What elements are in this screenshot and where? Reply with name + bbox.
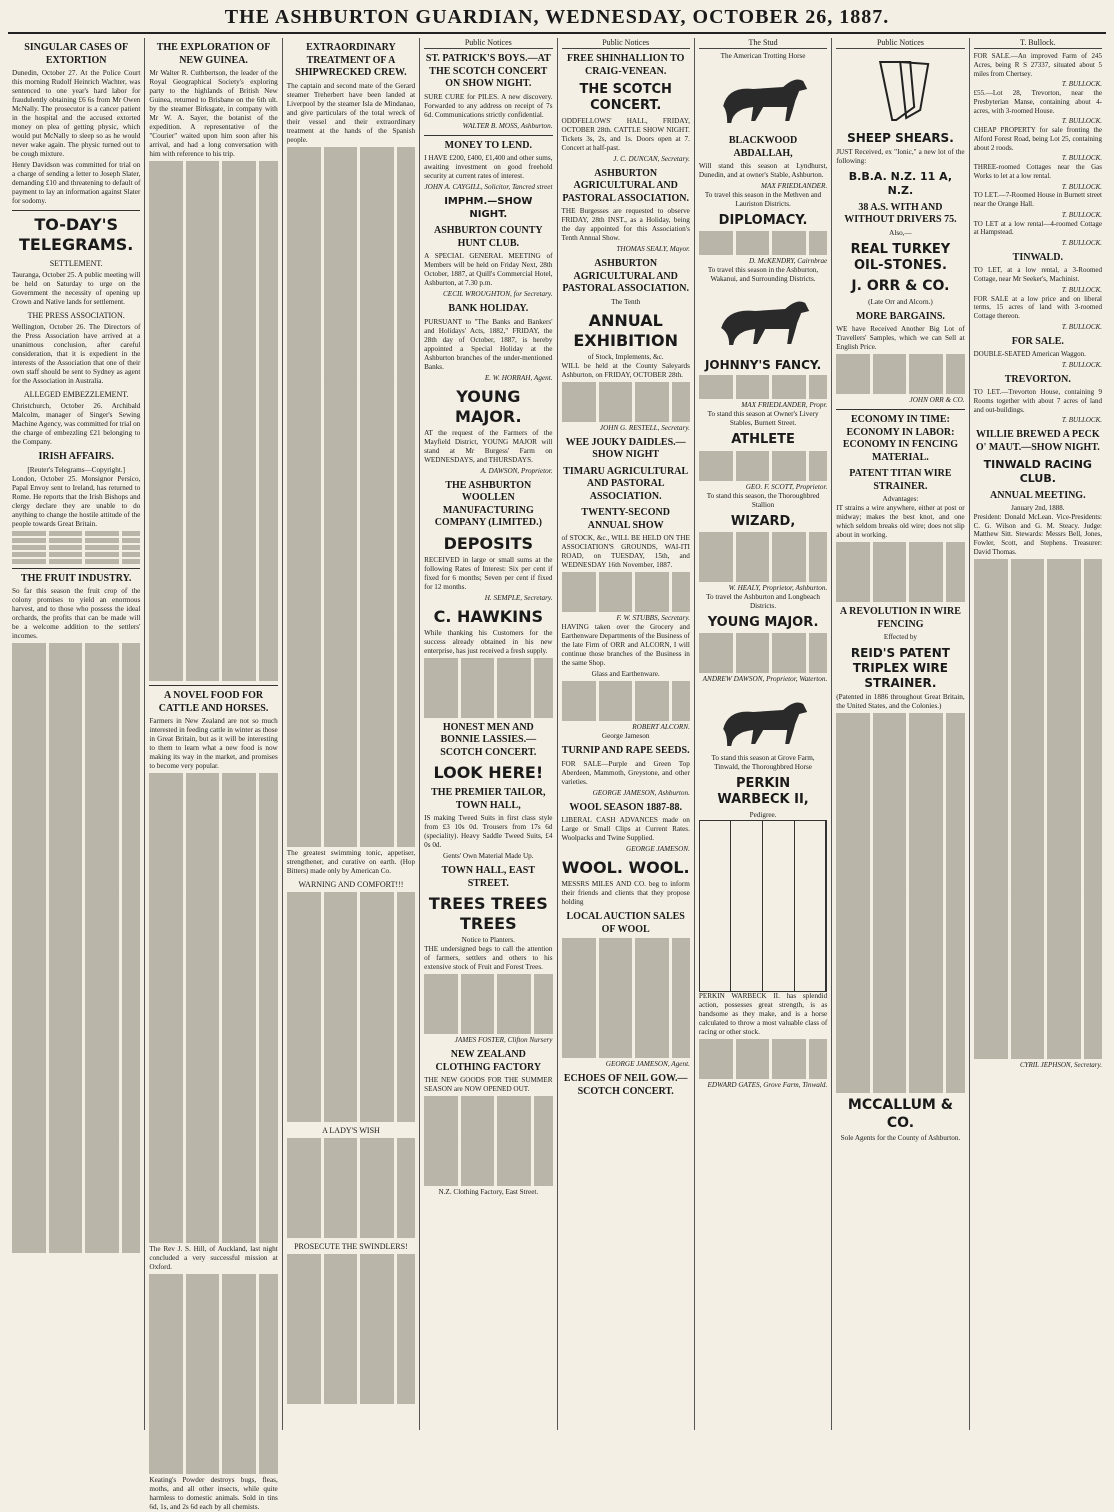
ad-trees-sign: JAMES FOSTER, Clifton Nursery: [454, 1036, 553, 1044]
text-lines: [424, 974, 552, 1034]
ad-heading-willie: WILLIE BREWED A PECK O' MAUT.—SHOW NIGHT.: [975, 429, 1100, 453]
ad-alcorn-sign: ROBERT ALCORN.: [632, 723, 690, 731]
ad-heading-woollen: THE ASHBURTON WOOLLEN MANUFACTURING COMPANY (LIMITED.): [434, 479, 542, 528]
ad-tailor-sub: Gents' Own Material Made Up.: [443, 852, 534, 860]
column-6: [695, 38, 832, 1430]
pedigree-table: [699, 820, 827, 992]
ad-wool-sign: GEORGE JAMESON, Agent.: [605, 1060, 690, 1068]
ad-agri-1: THE Burgesses are requested to observe FRIDAY, 28th INST., as a Holiday, being the day appointed for this Association's Tenth Annual Show.: [561, 207, 690, 242]
text-lines: [699, 231, 827, 255]
article-press: Wellington, October 26. The Directors of the Press Association have arrived at a unanimous conclusion, after careful consideration, that it is expedient in the interests of the Association that one of their own staff should be sent to Sydney as agent for the Association in Australia.: [12, 323, 141, 385]
ad-heading-deposits: DEPOSITS: [443, 533, 534, 553]
subheading-settlement: SETTLEMENT.: [49, 259, 103, 268]
ad-timaru-sign: F. W. STUBBS, Secretary.: [616, 614, 690, 622]
ad-heading-look-here: LOOK HERE!: [433, 763, 544, 782]
stud-4-pre: To stand this season at Owner's Livery Stables, Burnett Street.: [707, 410, 819, 428]
text-lines: [12, 545, 140, 550]
ad-racing-date: January 2nd, 1888.: [1011, 504, 1065, 512]
divider: [149, 685, 277, 686]
text-lines: [836, 354, 964, 394]
ad-clothing-sign: N.Z. Clothing Factory, East Street.: [438, 1188, 539, 1196]
ad-heading-tinwald: TINWALD.: [1012, 251, 1063, 263]
ad-bullock-3-sign: T. BULLOCK.: [1061, 154, 1102, 163]
subheading-embezzlement: ALLEGED EMBEZZLEMENT.: [23, 390, 129, 399]
article-rev-hill: The Rev J. S. Hill, of Auckland, last night concluded a very successful mission at Oxford.: [149, 1245, 278, 1271]
ad-bullock-6: TO LET at a low rental—4-roomed Cottage at Hampstead.: [973, 219, 1102, 237]
ad-heading-honest-men: HONEST MEN AND BONNIE LASSIES.—SCOTCH CONCERT.: [440, 721, 537, 758]
ad-turnip: FOR SALE—Purple and Green Top Aberdeen, Mammoth, Greystone, and other varieties.: [561, 759, 690, 786]
pedigree-col: [795, 821, 827, 991]
column-3: [283, 38, 420, 1430]
ad-piles-sign: WALTER B. MOSS, Ashburton.: [462, 121, 553, 130]
article-irish: London, October 25. Monsignor Persico, Papal Envoy sent to Ireland, has returned to Rome. He reports that the Irish Bishops and clergy declare they are unable to do anything to change the hostile attitude of the people towards Great Britain.: [12, 474, 141, 528]
subheading-press: THE PRESS ASSOCIATION.: [27, 311, 125, 320]
ad-young-major-sign: A. DAWSON, Proprietor.: [480, 466, 553, 475]
heading-fruit: THE FRUIT INDUSTRY.: [20, 572, 132, 584]
ad-heading-trevorton: TREVORTON.: [1004, 373, 1071, 385]
ad-deposits-sign: H. SEMPLE, Secretary.: [484, 593, 553, 602]
ad-agri-2: WILL be held at the County Saleyards Ashburton, on FRIDAY, OCTOBER 28th.: [561, 361, 690, 379]
ad-young-major: AT the request of the Farmers of the Mayfield District, YOUNG MAJOR will stand at Mr Burgess' Farm on WEDNESDAYS, and THURSDAYS.: [424, 428, 553, 464]
ad-racing-club: President: Donald McLean. Vice-Presidents: C. G. Wilson and G. M. Steacy. Judge: Matthew Sitt. Stewards: Messrs Bell, Jones, Fowler, Scott, and Stephens. Treasurer: David Thomas.: [973, 512, 1102, 556]
horse-illustration: [699, 684, 827, 754]
ad-clothing: THE NEW GOODS FOR THE SUMMER SEASON are NOW OPENED OUT.: [424, 1076, 553, 1093]
ad-heading-reids: REID'S PATENT TRIPLEX WIRE STRAINER.: [850, 646, 950, 690]
ad-scotch-concert: ODDFELLOWS' HALL, FRIDAY, OCTOBER 28th. CATTLE SHOW NIGHT. Tickets 3s, 2s, and 1s. Doors open at 7. Concert at half-past.: [561, 116, 690, 152]
ad-advantages: Advantages:: [882, 495, 919, 503]
text-lines: [699, 1039, 827, 1079]
masthead: [8, 6, 1106, 34]
ad-alcorn: HAVING taken over the Grocery and Earthenware Departments of the Business of the late Firm of ORR and ALCORN, I will continue those branches of the Business in the same Shop.: [561, 623, 690, 667]
ad-heading-bank-holiday: BANK HOLIDAY.: [448, 303, 529, 314]
ad-bullock-2: £55.—Lot 28, Trevorton, near the Presbyterian Manse, containing about 4-acres, with 3-roomed House.: [973, 89, 1102, 115]
ad-heading-oil-stones: REAL TURKEY OIL-STONES.: [850, 241, 951, 273]
ad-bullock-2-sign: T. BULLOCK.: [1061, 117, 1102, 126]
stud-7: PERKIN WARBECK II. has splendid action, possesses great strength, is as handsome as they make, and is a horse calculated to throw a most valuable class of racing or other stock.: [698, 991, 828, 1036]
stud-7-sub: Pedigree.: [749, 810, 777, 819]
ad-sheep-shears: JUST Received, ex "Ionic," a new lot of the following:: [836, 148, 965, 165]
ad-reids: (Patented in 1886 throughout Great Britain, the United States, and the Colonies.): [836, 693, 965, 710]
text-lines: [287, 1138, 415, 1238]
ad-heading-hunt-club: ASHBURTON COUNTY HUNT CLUB.: [433, 225, 543, 249]
ad-hunt-club: A SPECIAL GENERAL MEETING of Members will be held on Friday Next, 28th October, 1887, at Quill's Commercial Hotel, Ashburton, at 7.30 p.m.: [424, 252, 553, 287]
ad-heading-money: MONEY TO LEND.: [444, 139, 532, 151]
ad-heading-wool-season: WOOL SEASON 1887-88.: [569, 801, 682, 813]
ad-glass: Glass and Earthenware.: [591, 670, 660, 678]
text-lines: [149, 773, 277, 1243]
text-lines: [287, 147, 415, 847]
ad-agri-1-sign: THOMAS SEALY, Mayor.: [616, 245, 690, 253]
pedigree-col: [700, 821, 732, 991]
ad-hunt-club-sign: CECIL WROUGHTON, for Secretary.: [443, 290, 553, 298]
text-lines: [149, 1274, 277, 1474]
ad-bullock-8-sign: T. BULLOCK.: [1061, 322, 1102, 331]
ad-heading-town-hall: TOWN HALL, EAST STREET.: [441, 865, 536, 889]
article-embezzlement: Christchurch, October 26. Archibald Malcolm, manager of Singer's Sewing Machine Agency, was committed for trial on the charge of embezzling £21 belonging to the Company.: [12, 402, 141, 446]
column-5: [558, 38, 695, 1430]
ad-bullock-4: THREE-roomed Cottages near the Gas Works to let at a low rental.: [973, 163, 1102, 180]
ad-bullock-3: CHEAP PROPERTY for sale fronting the Alford Forest Road, being Lot 25, containing about 2 roods.: [973, 126, 1102, 152]
ad-heading-annual-exhibition: ANNUAL EXHIBITION: [573, 310, 678, 350]
divider: [12, 568, 140, 569]
article-novel-food: Farmers in New Zealand are not so much interested in feeding cattle in winter as those in Great Britain, but as it will be interesting to them to learn what a new food is now making its way in the market, and promises to become very popular.: [149, 717, 278, 770]
ad-effected-by: Effected by: [883, 633, 918, 641]
stud-7-name: PERKIN WARBECK II,: [717, 776, 809, 808]
heading-ladys-wish: A LADY'S WISH: [322, 1125, 380, 1135]
ad-deposits: RECEIVED in large or small sums at the following Rates of Interest: Six per cent if fixed for 6 months; Seven per cent if fixed for 12 months.: [424, 555, 553, 591]
ad-heading-imphm: IMPHM.—SHOW NIGHT.: [444, 196, 533, 220]
text-lines: [562, 382, 690, 422]
text-lines: [699, 532, 827, 582]
ad-heading-premier-tailor: THE PREMIER TAILOR, TOWN HALL,: [431, 787, 546, 811]
article-extortion-2: Henry Davidson was committed for trial on a charge of sending a letter to Joseph Slater, demanding £10 and threatening to default of payment to lay an information against Slater for sodomy.: [12, 161, 141, 205]
article-new-guinea: Mr Walter R. Cuthbertson, the leader of the Royal Geographical Society's exploring party to the highlands of British New Guinea, returned to Brisbane on the 6th ult. by the steamer Birksgate, in company with Mr W. A. Sayer, the botanist of the expedition. A representative of the "Courier" waited upon him soon after his arrival, and had a long conversation with him with reference to his trip.: [149, 69, 278, 158]
ad-heading-turnip: TURNIP AND RAPE SEEDS.: [561, 745, 690, 756]
ad-heading-titan: PATENT TITAN WIRE STRAINER.: [849, 468, 952, 492]
ad-trees: THE undersigned begs to call the attention of farmers, settlers and others to his extensive stock of Fruit and Forest Trees.: [424, 945, 553, 971]
ad-heading-wool: WOOL. WOOL.: [561, 858, 690, 877]
heading-prosecute: PROSECUTE THE SWINDLERS!: [294, 1241, 408, 1251]
ad-heading-for-sale: FOR SALE.: [1011, 335, 1064, 347]
stud-1-pre: The American Trotting Horse: [720, 52, 806, 60]
ad-heading-shinhallion: FREE SHINHALLION TO CRAIG-VENEAN.: [566, 53, 685, 77]
keatings-ad: Keating's Powder destroys bugs, fleas, moths, and all other insects, while quite harmless to domestic animals. Sold in tins 6d, 1s, and 2s 6d each by all chemists.: [149, 1476, 278, 1511]
ad-timaru: of STOCK, &c., WILL BE HELD ON THE ASSOCIATION'S GROUNDS, WAI-ITI ROAD, on TUESDAY, 15th, and WEDNESDAY 16th November, 1887.: [561, 534, 690, 569]
ad-bullock-1-sign: T. BULLOCK.: [1061, 80, 1102, 89]
ad-bullock-1: FOR SALE.—An improved Farm of 245 Acres, being R S 27337, situated about 5 miles from Chertsey.: [973, 52, 1102, 78]
heading-telegrams: TO-DAY'S TELEGRAMS.: [19, 215, 134, 254]
ad-wool: MESSRS MILES AND CO. beg to inform their friends and clients that they propose holding: [561, 880, 690, 906]
ad-heading-timaru: TIMARU AGRICULTURAL AND PASTORAL ASSOCIATION.: [563, 465, 689, 502]
ad-money: I HAVE £200, £400, £1,400 and other sums, awaiting investment on good freehold security at current rates of interest.: [424, 154, 553, 180]
column-header: Public Notices: [836, 38, 964, 49]
ad-bullock-5-sign: T. BULLOCK.: [1061, 210, 1102, 219]
stud-3-pre: To travel this season in the Ashburton, Wakanui, and Surrounding Districts.: [707, 266, 819, 284]
ad-heading-agri-1: ASHBURTON AGRICULTURAL AND PASTORAL ASSOCIATION.: [562, 167, 690, 204]
ad-orr-sign: JOHN ORR & CO.: [909, 396, 965, 404]
heading-irish: IRISH AFFAIRS.: [38, 451, 114, 462]
text-lines: [699, 451, 827, 481]
stud-2-name: DIPLOMACY.: [718, 213, 808, 228]
ad-racing-club-sign: CYRIL JEPHSON, Secretary.: [1019, 1060, 1102, 1069]
ad-also: Also,—: [889, 228, 912, 237]
stud-2-sign: D. McKENDRY, Cairnbrae: [748, 257, 828, 266]
article-settlement: Tauranga, October 25. A public meeting will be held on Saturday to urge on the Government the necessity of opening up Crown and Native lands for settlement.: [12, 271, 141, 306]
pedigree-col: [731, 821, 763, 991]
column-header: The Stud: [699, 38, 827, 49]
ad-heading-38as: 38 A.S. WITH AND WITHOUT DRIVERS 75.: [844, 201, 957, 225]
ad-heading-economy: ECONOMY IN TIME: ECONOMY IN LABOR: ECONOMY IN FENCING MATERIAL.: [842, 414, 959, 463]
text-lines: [287, 892, 415, 1122]
heading-shipwrecked: EXTRAORDINARY TREATMENT OF A SHIPWRECKED CREW.: [295, 42, 407, 78]
hop-bitters-ad: The greatest swimming tonic, appetiser, strengthener, and curative on earth. (Hop Bitters) made only by American Co.: [286, 848, 416, 875]
ad-heading-young-major: YOUNG MAJOR.: [455, 386, 522, 426]
ad-bullock-7-sign: T. BULLOCK.: [1061, 285, 1102, 294]
text-lines: [562, 681, 690, 721]
ad-jameson-banner: George Jameson: [601, 732, 650, 740]
ad-orr: WE have Received Another Big Lot of Travellers' Samples, which we can Sell at English Price.: [836, 325, 965, 351]
ad-heading-scotch-concert: THE SCOTCH CONCERT.: [579, 82, 672, 114]
heading-warning: WARNING AND COMFORT!!!: [298, 879, 404, 889]
text-lines: [149, 161, 277, 681]
ad-heading-agri-2: ASHBURTON AGRICULTURAL AND PASTORAL ASSOCIATION.: [562, 258, 690, 294]
column-1: [8, 38, 145, 1430]
column-header: Public Notices: [562, 38, 690, 49]
text-lines: [424, 1096, 552, 1186]
column-8: [970, 38, 1106, 1430]
stud-7-pre: To stand this season at Grove Farm, Tinwald, the Thoroughbred Horse: [711, 754, 815, 771]
stud-6-pre: To travel the Ashburton and Longbeach Districts.: [706, 592, 820, 610]
stud-7-sign: EDWARD GATES, Grove Farm, Tinwald.: [707, 1080, 828, 1089]
column-2: [145, 38, 282, 1511]
ad-bullock-9-sign: T. BULLOCK.: [1061, 360, 1102, 369]
column-4: [420, 38, 557, 1430]
pedigree-col: [763, 821, 795, 991]
stud-1-name: BLACKWOOD ABDALLAH,: [728, 135, 798, 159]
text-lines: [12, 552, 140, 557]
text-lines: [836, 542, 964, 602]
text-lines: [836, 713, 964, 1093]
ad-piles: SURE CURE for PILES. A new discovery. Forwarded to any address on receipt of 7s 6d. Communications strictly confidential.: [424, 92, 553, 119]
ad-heading-wee-jouky: WEE JOUKY DAIDLES.—SHOW NIGHT: [565, 436, 686, 460]
horse-illustration: [699, 284, 827, 354]
ad-money-sign: JOHN A. CAYGILL, Solicitor, Tancred street: [424, 183, 553, 191]
ad-turnip-sign: GEORGE JAMESON, Ashburton.: [592, 788, 690, 797]
stud-5-pre: To stand this season, the Thoroughbred Stallion: [706, 491, 820, 509]
ad-bullock-4-sign: T. BULLOCK.: [1061, 182, 1102, 191]
text-lines: [12, 559, 140, 564]
column-header: Public Notices: [424, 38, 552, 49]
stud-3-name: JOHNNY'S FANCY.: [704, 358, 822, 373]
text-lines: [287, 1254, 415, 1404]
ad-bullock-10-sign: T. BULLOCK.: [1061, 416, 1102, 425]
divider: [12, 210, 140, 211]
stud-2-pre: To travel this season in the Methven and Lauriston Districts.: [704, 191, 822, 208]
stud-1: Will stand this season at Lyndhurst, Dunedin, and at owner's Stable, Ashburton.: [698, 162, 828, 179]
heading-extortion: SINGULAR CASES OF EXTORTION: [24, 42, 129, 66]
ad-heading-bba: B.B.A. N.Z. 11 A, N.Z.: [848, 170, 953, 197]
divider: [836, 409, 964, 410]
ad-agri-2-sub2: of Stock, Implements, &c.: [587, 352, 664, 361]
ad-orr-sub: (Late Orr and Alcorn.): [868, 297, 933, 306]
masthead-title: THE ASHBURTON GUARDIAN, WEDNESDAY, OCTOBER 26, 1887.: [224, 6, 890, 28]
ad-bullock-6-sign: T. BULLOCK.: [1061, 239, 1102, 247]
ad-heading-local-auction: LOCAL AUCTION SALES OF WOOL: [566, 911, 685, 935]
ad-bank-holiday-sign: E. W. HORRAH, Agent.: [484, 373, 553, 382]
text-lines: [974, 559, 1102, 1059]
text-lines: [12, 531, 140, 536]
ad-scotch-concert-sign: J. C. DUNCAN, Secretary.: [613, 154, 690, 163]
horse-illustration: [699, 61, 827, 131]
text-lines: [699, 633, 827, 673]
stud-6-sign: ANDREW DAWSON, Proprietor, Waterton.: [702, 675, 828, 683]
ad-heading-clothing: NEW ZEALAND CLOTHING FACTORY: [435, 1049, 542, 1073]
stud-5-name: WIZARD,: [730, 513, 796, 529]
heading-new-guinea: THE EXPLORATION OF NEW GUINEA.: [156, 42, 271, 66]
ad-heading-twenty-second: TWENTY-SECOND ANNUAL SHOW: [581, 507, 670, 531]
ad-bullock-7: TO LET, at a low rental, a 3-Roomed Cottage, near Mr Seeker's, Machinist.: [973, 266, 1102, 283]
ad-bullock-10: TO LET.—Trevorton House, containing 9 Rooms together with about 7 acres of land and out-buildings.: [973, 388, 1102, 414]
ad-heading-trees: TREES TREES TREES: [428, 894, 548, 933]
ad-bullock-8: FOR SALE at a low price and on liberal terms, 15 acres of land with 3-roomed Cottage thereon.: [973, 294, 1102, 320]
ad-heading-hawkins: C. HAWKINS: [433, 606, 543, 626]
stud-4-name: ATHLETE: [731, 432, 795, 448]
text-lines: [699, 375, 827, 399]
text-lines: [12, 643, 140, 1253]
ad-bank-holiday: PURSUANT to "The Banks and Bankers' and Holidays' Acts, 1882," FRIDAY, the 28th day of October, 1887, is hereby appointed a Special Holiday at the Ashburton branches of the under-mentioned Banks.: [424, 317, 553, 371]
column-7: [832, 38, 969, 1430]
columns: [8, 38, 1106, 1511]
ad-wool-season: LIBERAL CASH ADVANCES made on Large or Small Clips at Current Rates. Woolpacks and Twine Supplied.: [561, 816, 690, 842]
text-lines: [424, 658, 552, 718]
ad-titan: IT strains a wire anywhere, either at post or midway; makes the best knot, and one which seldom breaks old wire; does not slip about in working.: [836, 504, 965, 539]
ad-heading-st-patricks: ST. PATRICK'S BOYS.—AT THE SCOTCH CONCERT ON SHOW NIGHT.: [425, 53, 551, 89]
ad-hawkins: While thanking his Customers for the success already obtained in his new enterprise, has just received a fresh supply.: [424, 628, 553, 655]
article-fruit: So far this season the fruit crop of the colony promises to yield an enormous harvest, and to those who possess the ideal orchards, the profits that can be made will be a welcome addition to the settlers' incomes.: [12, 587, 141, 640]
stud-5-sign: W. HEALY, Proprietor, Ashburton.: [728, 583, 828, 592]
column-header: T. Bullock.: [974, 38, 1102, 49]
stud-1-sign: MAX FRIEDLANDER.: [760, 182, 828, 190]
irish-copyright: [Reuter's Telegrams—Copyright.]: [27, 465, 126, 474]
text-lines: [562, 938, 690, 1058]
ad-tailor: IS making Tweed Suits in first class style from £3 10s 0d. Trousers from 17s 6d (speciality). Heavy Saddle Tweed Suits, £4 0s 0d.: [424, 814, 553, 849]
divider: [424, 135, 552, 136]
ad-bullock-9: DOUBLE-SEATED American Waggon.: [973, 350, 1086, 358]
ad-heading-mccallum: MCCALLUM & CO.: [847, 1097, 953, 1131]
ad-heading-revolution: A REVOLUTION IN WIRE FENCING: [839, 606, 961, 630]
stud-4-sign: GEO. F. SCOTT, Proprietor.: [745, 482, 828, 491]
article-extortion-1: Dunedin, October 27. At the Police Court this morning Rudolf Heinrich Wachter, was sentenced to one year's hard labor for fraudulently obtaining £6 6s from Mr Owen McNally. The prosecutor is a cancer patient in the hospital and the accused extorted money on plea of getting physic, which would put McNally to sleep so as he would never wake again. The physic turned out to be cough mixture.: [12, 69, 141, 158]
ad-agri-2-sub: The Tenth: [611, 297, 641, 306]
ad-heading-bargains: MORE BARGAINS.: [855, 310, 945, 322]
ad-heading-racing-club: TINWALD RACING CLUB.: [983, 458, 1092, 485]
ad-heading-neil-gow: ECHOES OF NEIL GOW.—SCOTCH CONCERT.: [563, 1073, 688, 1097]
stud-3-sign: MAX FRIEDLANDER, Propr.: [741, 401, 828, 410]
text-lines: [12, 538, 140, 543]
ad-heading-annual-meeting: ANNUAL MEETING.: [990, 489, 1086, 501]
ad-heading-sheep-shears: SHEEP SHEARS.: [847, 131, 954, 145]
shears-illustration: [836, 52, 964, 127]
article-shipwrecked: The captain and second mate of the Gerard steamer Treherbert have been landed at Liverpool by the steamer Isla de Mindanao, and give particulars of the total wreck of their vessel and their extraordinary treatment at the hands of the Spanish people.: [286, 81, 416, 144]
ad-heading-orr: J. ORR & CO.: [851, 278, 950, 294]
ad-agri-2-sign: JOHN G. RESTELL, Secretary.: [599, 423, 690, 432]
text-lines: [562, 572, 690, 612]
ad-bullock-5: TO LET.—7-Roomed House in Burnett street near the Orange Hall.: [973, 191, 1102, 208]
heading-novel-food: A NOVEL FOOD FOR CATTLE AND HORSES.: [158, 690, 269, 714]
ad-wool-season-sign: GEORGE JAMESON.: [626, 845, 690, 853]
ad-mccallum: Sole Agents for the County of Ashburton.: [840, 1134, 961, 1142]
ad-trees-sub: Notice to Planters.: [461, 936, 515, 944]
stud-6-name: YOUNG MAJOR.: [707, 614, 819, 630]
